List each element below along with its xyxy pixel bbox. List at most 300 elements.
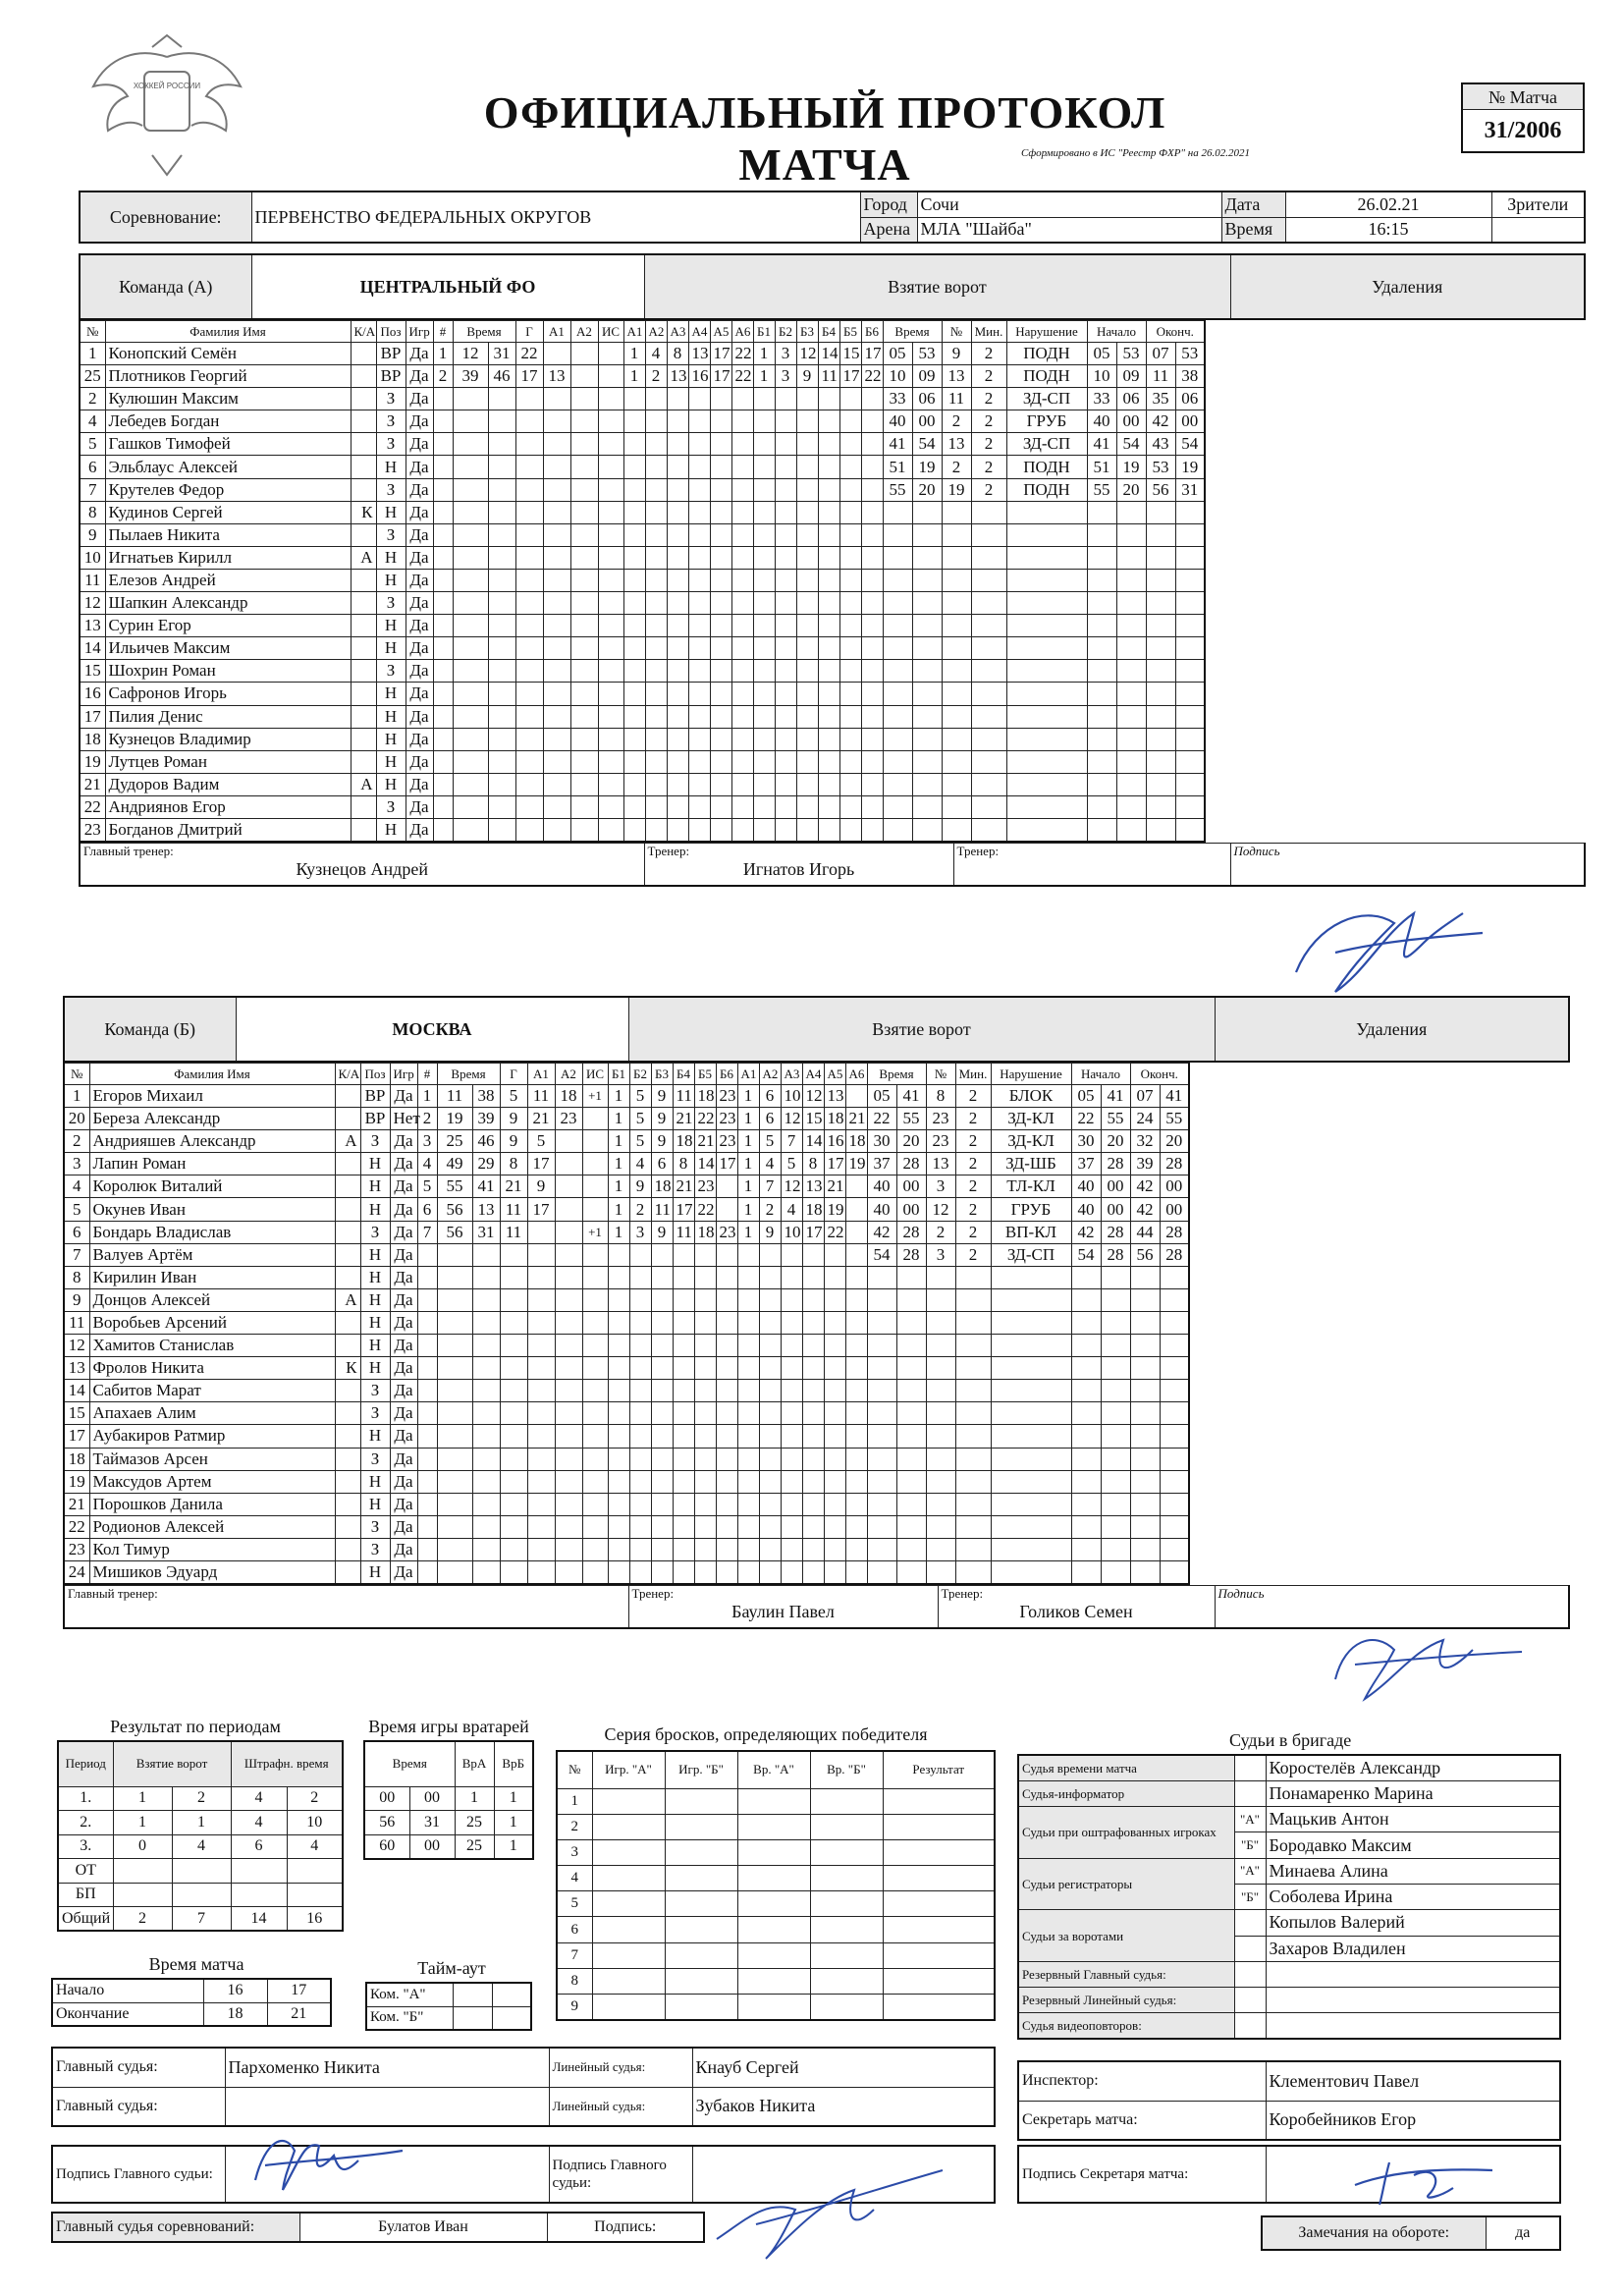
team-b-goal-cell-11: 14 bbox=[694, 1153, 716, 1175]
team-b-goal-cell-6 bbox=[582, 1288, 608, 1311]
team-b-goal-cell-10: 21 bbox=[673, 1108, 694, 1130]
team-a-goal-cell-18 bbox=[861, 478, 883, 501]
team-a-pen-cell-0 bbox=[883, 773, 912, 795]
team-a-player-role bbox=[351, 569, 376, 591]
team-a-goal-cell-15 bbox=[796, 705, 818, 728]
team-a-player-played: Да bbox=[406, 795, 433, 818]
team-a-goal-cell-8 bbox=[645, 615, 667, 637]
team-b-goal-cell-0 bbox=[417, 1493, 437, 1515]
goalies-hdr-a: ВрА bbox=[455, 1741, 494, 1786]
team-a-goal-cell-13: 1 bbox=[753, 343, 775, 365]
team-a-pen-cell-6 bbox=[1116, 773, 1146, 795]
team-a-goal-cell-5 bbox=[570, 637, 598, 660]
team-b-goal-cell-9 bbox=[651, 1380, 673, 1402]
team-b-pen-cell-3 bbox=[955, 1448, 991, 1470]
periods-row bbox=[58, 1811, 343, 1835]
shootout-cell bbox=[665, 1968, 737, 1994]
team-a-player-number: 7 bbox=[80, 478, 105, 501]
team-a-goal-cell-15 bbox=[796, 569, 818, 591]
team-a-goal-cell-6 bbox=[598, 546, 623, 569]
team-a-goal-cell-6 bbox=[598, 795, 623, 818]
team-b-goal-cell-1 bbox=[437, 1311, 472, 1334]
team-b-pen-cell-7 bbox=[1130, 1470, 1160, 1493]
team-b-goal-cell-17: 19 bbox=[824, 1198, 845, 1221]
team-a-pen-cell-8 bbox=[1175, 750, 1205, 773]
team-a-goal-cell-5 bbox=[570, 750, 598, 773]
match-time-table bbox=[51, 1978, 332, 2027]
team-a-goal-cell-15 bbox=[796, 818, 818, 841]
shootout-cell bbox=[737, 1891, 810, 1917]
team-b-goal-cell-17 bbox=[824, 1425, 845, 1448]
shootout-row bbox=[557, 1839, 995, 1865]
main-referee-1: Пархоменко Никита bbox=[225, 2048, 549, 2087]
team-a-goal-cell-17: 15 bbox=[839, 343, 861, 365]
team-b-goal-cell-14 bbox=[759, 1266, 781, 1288]
team-a-player-name: Кудинов Сергей bbox=[105, 501, 351, 523]
team-b-goal-cell-1: 55 bbox=[437, 1175, 472, 1198]
team-a-goal-cell-17 bbox=[839, 478, 861, 501]
remarks-value: да bbox=[1486, 2216, 1560, 2250]
team-b-pen-cell-6: 00 bbox=[1101, 1198, 1130, 1221]
shootout-no: 7 bbox=[557, 1942, 592, 1968]
team-b-goal-cell-15 bbox=[781, 1266, 802, 1288]
team-b-goal-cell-14 bbox=[759, 1493, 781, 1515]
team-a-pen-cell-0: 10 bbox=[883, 365, 912, 388]
team-b-goal-cell-10 bbox=[673, 1515, 694, 1538]
team-b-pen-cell-5 bbox=[1071, 1335, 1101, 1357]
team-a-goal-cell-16 bbox=[818, 705, 839, 728]
team-a-goal-cell-4 bbox=[543, 683, 570, 705]
team-b-goal-cell-7 bbox=[608, 1335, 629, 1357]
team-b-pen-cell-2 bbox=[926, 1448, 955, 1470]
team-b-goal-cell-6 bbox=[582, 1470, 608, 1493]
team-b-goal-cell-17 bbox=[824, 1538, 845, 1560]
shootout-cell bbox=[665, 1942, 737, 1968]
team-a-goal-cell-9 bbox=[667, 795, 688, 818]
team-a-player-role bbox=[351, 818, 376, 841]
team-b-goal-cell-7 bbox=[608, 1266, 629, 1288]
team-b-goal-cell-2 bbox=[472, 1425, 500, 1448]
team-b-goal-cell-16 bbox=[802, 1266, 824, 1288]
team-b-goal-cell-2 bbox=[472, 1538, 500, 1560]
team-b-pen-cell-3: 2 bbox=[955, 1153, 991, 1175]
team-b-goal-cell-3 bbox=[500, 1425, 527, 1448]
team-b-goal-cell-7 bbox=[608, 1448, 629, 1470]
shootout-cell bbox=[810, 1968, 883, 1994]
team-a-player-played: Да bbox=[406, 456, 433, 478]
team-a-player-role bbox=[351, 523, 376, 546]
team-b-goal-cell-17 bbox=[824, 1470, 845, 1493]
team-a-goal-cell-17 bbox=[839, 705, 861, 728]
team-b-pen-cell-5: 40 bbox=[1071, 1198, 1101, 1221]
team-a-pen-cell-1 bbox=[912, 750, 942, 773]
team-a-player-name: Гашков Тимофей bbox=[105, 433, 351, 456]
team-a-player-row bbox=[80, 523, 1205, 546]
team-b-goal-cell-16 bbox=[802, 1243, 824, 1266]
periods-cell-2: 4 bbox=[172, 1834, 231, 1859]
team-b-pen-cell-3 bbox=[955, 1493, 991, 1515]
team-b-goal-cell-9 bbox=[651, 1402, 673, 1425]
team-a-player-name: Плотников Георгий bbox=[105, 365, 351, 388]
team-a-player-row bbox=[80, 637, 1205, 660]
match-start-min: 17 bbox=[267, 1979, 331, 2002]
team-a-goal-cell-16 bbox=[818, 388, 839, 410]
team-b-player-name: Порошков Данила bbox=[89, 1493, 335, 1515]
team-a-player-row bbox=[80, 750, 1205, 773]
team-a-goal-cell-3 bbox=[515, 433, 543, 456]
team-b-goal-cell-15 bbox=[781, 1335, 802, 1357]
team-b-pen-cell-1 bbox=[896, 1266, 926, 1288]
periods-row bbox=[58, 1883, 343, 1907]
team-a-goal-cell-9 bbox=[667, 433, 688, 456]
comp-chief-name: Булатов Иван bbox=[299, 2213, 547, 2242]
team-a-goal-cell-8 bbox=[645, 818, 667, 841]
team-b-goal-cell-2 bbox=[472, 1448, 500, 1470]
team-a-goal-cell-11 bbox=[710, 456, 731, 478]
periods-cell-4: 16 bbox=[287, 1907, 343, 1932]
main-ref-sign-field-2 bbox=[692, 2146, 995, 2203]
team-a-goal-cell-0 bbox=[433, 637, 453, 660]
team-a-pen-cell-4 bbox=[1006, 546, 1087, 569]
shootout-no: 4 bbox=[557, 1866, 592, 1891]
team-a-goal-cell-5 bbox=[570, 478, 598, 501]
team-b-goal-cell-12 bbox=[716, 1560, 737, 1583]
team-a-goal-cell-12 bbox=[731, 592, 753, 615]
team-a-goal-cell-11 bbox=[710, 660, 731, 683]
team-a-player-number: 23 bbox=[80, 818, 105, 841]
team-a-pen-cell-1 bbox=[912, 546, 942, 569]
team-b-pen-cell-5: 54 bbox=[1071, 1243, 1101, 1266]
team-b-goal-cell-18 bbox=[845, 1288, 867, 1311]
team-a-goal-cell-5 bbox=[570, 433, 598, 456]
team-a-goal-cell-9 bbox=[667, 683, 688, 705]
team-a-pen-cell-6 bbox=[1116, 546, 1146, 569]
team-a-player-name: Сафронов Игорь bbox=[105, 683, 351, 705]
team-b-goal-cell-9: 9 bbox=[651, 1221, 673, 1243]
team-a-name: ЦЕНТРАЛЬНЫЙ ФО bbox=[251, 254, 644, 319]
team-b-goal-cell-2 bbox=[472, 1470, 500, 1493]
team-a-pen-cell-0 bbox=[883, 501, 912, 523]
team-b-pen-cell-8 bbox=[1160, 1560, 1189, 1583]
team-b-pen-cell-1 bbox=[896, 1288, 926, 1311]
team-a-goal-cell-13 bbox=[753, 478, 775, 501]
team-a-goal-cell-14 bbox=[775, 501, 796, 523]
team-b-goal-cell-16 bbox=[802, 1470, 824, 1493]
team-b-goal-cell-12 bbox=[716, 1493, 737, 1515]
team-a-goal-cell-2 bbox=[488, 388, 515, 410]
team-b-player-row bbox=[64, 1130, 1189, 1153]
team-a-pen-cell-1 bbox=[912, 818, 942, 841]
shootout-cell bbox=[883, 1866, 995, 1891]
team-a-goal-cell-17 bbox=[839, 546, 861, 569]
team-a-player-name: Ильичев Максим bbox=[105, 637, 351, 660]
team-b-player-role bbox=[335, 1266, 360, 1288]
shootout-cell bbox=[737, 1942, 810, 1968]
team-b-goal-cell-10 bbox=[673, 1448, 694, 1470]
team-a-goal-cell-1 bbox=[453, 456, 488, 478]
team-a-goal-cell-12 bbox=[731, 750, 753, 773]
team-b-goal-cell-4: 17 bbox=[527, 1153, 555, 1175]
team-b-goal-cell-17: 13 bbox=[824, 1085, 845, 1108]
team-b-goal-cell-15: 12 bbox=[781, 1175, 802, 1198]
team-b-player-role bbox=[335, 1108, 360, 1130]
competition-chief-table bbox=[51, 2212, 705, 2243]
team-b-pen-cell-4: БЛОК bbox=[991, 1085, 1071, 1108]
shootout-row bbox=[557, 1891, 995, 1917]
team-a-pen-cell-3: 2 bbox=[971, 478, 1006, 501]
goalies-row bbox=[364, 1834, 533, 1859]
team-b-goal-cell-10 bbox=[673, 1425, 694, 1448]
team-b-goal-cell-14 bbox=[759, 1357, 781, 1380]
team-b-goal-cell-18: 21 bbox=[845, 1108, 867, 1130]
team-b-goal-cell-12 bbox=[716, 1425, 737, 1448]
line-referee-2: Зубаков Никита bbox=[692, 2087, 995, 2126]
team-b-player-row bbox=[64, 1470, 1189, 1493]
team-b-goal-cell-8 bbox=[629, 1402, 651, 1425]
team-a-goal-cell-15 bbox=[796, 433, 818, 456]
team-a-player-row bbox=[80, 546, 1205, 569]
team-b-goal-cell-14 bbox=[759, 1538, 781, 1560]
team-a-player-role bbox=[351, 615, 376, 637]
team-b-pen-cell-2: 2 bbox=[926, 1221, 955, 1243]
shootout-hdr-3: Вр. "А" bbox=[737, 1751, 810, 1788]
team-a-pen-cell-2: 11 bbox=[942, 388, 971, 410]
official-name: Коростелёв Александр bbox=[1266, 1755, 1560, 1780]
team-a-goal-cell-6 bbox=[598, 478, 623, 501]
team-b-pen-cell-0 bbox=[867, 1311, 896, 1334]
team-a-pen-cell-3: 2 bbox=[971, 410, 1006, 433]
team-b-pen-cell-6: 55 bbox=[1101, 1108, 1130, 1130]
team-b-goal-cell-17 bbox=[824, 1311, 845, 1334]
team-b-sign-label: Подпись bbox=[1217, 1585, 1265, 1601]
team-a-goal-cell-11 bbox=[710, 773, 731, 795]
team-b-goal-cell-1 bbox=[437, 1288, 472, 1311]
team-b-pen-cell-6 bbox=[1101, 1357, 1130, 1380]
team-b-player-name: Максудов Артем bbox=[89, 1470, 335, 1493]
team-b-goal-cell-3: 9 bbox=[500, 1130, 527, 1153]
team-b-goal-cell-9: 6 bbox=[651, 1153, 673, 1175]
team-b-goal-cell-11: 18 bbox=[694, 1221, 716, 1243]
team-a-trainer2-label: Тренер: bbox=[956, 843, 1000, 858]
team-a-goal-cell-2 bbox=[488, 546, 515, 569]
team-a-trainer-label: Тренер: bbox=[647, 843, 690, 858]
team-b-goal-cell-0 bbox=[417, 1448, 437, 1470]
team-a-pen-cell-8 bbox=[1175, 773, 1205, 795]
team-b-hdr-pen-no: № bbox=[926, 1064, 955, 1085]
team-b-goal-cell-11: 21 bbox=[694, 1130, 716, 1153]
team-b-goal-cell-0: 2 bbox=[417, 1108, 437, 1130]
team-a-goal-cell-14 bbox=[775, 795, 796, 818]
team-a-goal-cell-13 bbox=[753, 546, 775, 569]
team-a-goal-cell-11 bbox=[710, 523, 731, 546]
team-b-pen-cell-6: 41 bbox=[1101, 1085, 1130, 1108]
main-referee-label: Главный судья: bbox=[52, 2048, 225, 2087]
team-b-pen-cell-8 bbox=[1160, 1311, 1189, 1334]
team-b-goal-cell-4 bbox=[527, 1335, 555, 1357]
team-a-pen-cell-4 bbox=[1006, 592, 1087, 615]
team-b-goal-cell-6 bbox=[582, 1493, 608, 1515]
team-b-goal-cell-14: 4 bbox=[759, 1153, 781, 1175]
team-a-goal-cell-17 bbox=[839, 615, 861, 637]
team-b-goal-cell-1 bbox=[437, 1448, 472, 1470]
shootout-cell bbox=[737, 1995, 810, 2020]
team-a-pen-cell-7 bbox=[1146, 637, 1175, 660]
shootout-cell bbox=[810, 1995, 883, 2020]
team-b-goal-cell-13 bbox=[737, 1335, 759, 1357]
team-b-goal-cell-2: 39 bbox=[472, 1108, 500, 1130]
shootout-hdr-4: Вр. "Б" bbox=[810, 1751, 883, 1788]
team-b-pen-cell-1 bbox=[896, 1335, 926, 1357]
periods-cell-3: 14 bbox=[231, 1907, 287, 1932]
team-b-goal-cell-5 bbox=[555, 1243, 582, 1266]
team-a-player-position: Н bbox=[376, 683, 406, 705]
team-a-goal-cell-14: 3 bbox=[775, 343, 796, 365]
team-a-goal-cell-14 bbox=[775, 773, 796, 795]
team-a-pen-cell-4 bbox=[1006, 523, 1087, 546]
team-b-player-name: Береза Александр bbox=[89, 1108, 335, 1130]
team-b-player-name: Таймазов Арсен bbox=[89, 1448, 335, 1470]
team-b-goal-cell-13 bbox=[737, 1493, 759, 1515]
shootout-cell bbox=[592, 1788, 665, 1814]
team-b-player-position: Н bbox=[360, 1175, 390, 1198]
team-a-pen-cell-4 bbox=[1006, 705, 1087, 728]
team-b-hdr-play: Игр bbox=[390, 1064, 417, 1085]
periods-cell-2: 1 bbox=[172, 1811, 231, 1835]
team-a-pen-cell-5 bbox=[1087, 773, 1116, 795]
team-a-player-name: Сурин Егор bbox=[105, 615, 351, 637]
info-table bbox=[79, 191, 1586, 244]
team-b-trainer-label: Тренер: bbox=[631, 1585, 675, 1601]
team-a-pen-cell-3: 2 bbox=[971, 433, 1006, 456]
team-a-player-played: Да bbox=[406, 592, 433, 615]
team-b-player-row bbox=[64, 1402, 1189, 1425]
team-b-goal-cell-1 bbox=[437, 1515, 472, 1538]
team-a-pen-cell-3 bbox=[971, 501, 1006, 523]
team-a-goal-cell-2 bbox=[488, 773, 515, 795]
team-b-player-played: Да bbox=[390, 1085, 417, 1108]
team-b-player-position: З bbox=[360, 1130, 390, 1153]
team-b-goal-cell-4 bbox=[527, 1402, 555, 1425]
team-b-goal-cell-12: 23 bbox=[716, 1085, 737, 1108]
shootout-no: 2 bbox=[557, 1814, 592, 1839]
team-b-goal-cell-5 bbox=[555, 1448, 582, 1470]
team-a-coach-label: Главный тренер: bbox=[83, 843, 174, 858]
team-b-goal-cell-10: 21 bbox=[673, 1175, 694, 1198]
team-a-player-row bbox=[80, 569, 1205, 591]
team-b-goal-cell-11 bbox=[694, 1335, 716, 1357]
team-a-goal-cell-3 bbox=[515, 592, 543, 615]
team-b-goal-cell-4 bbox=[527, 1560, 555, 1583]
official-row bbox=[1018, 1755, 1560, 1780]
team-a-pen-cell-1 bbox=[912, 592, 942, 615]
team-b-pen-cell-7 bbox=[1130, 1560, 1160, 1583]
official-label: Судья времени матча bbox=[1018, 1755, 1234, 1780]
team-a-goal-cell-13 bbox=[753, 683, 775, 705]
team-a-goal-cell-12 bbox=[731, 795, 753, 818]
team-a-goal-cell-2 bbox=[488, 750, 515, 773]
team-a-goal-cell-9 bbox=[667, 750, 688, 773]
team-a-pen-cell-4 bbox=[1006, 615, 1087, 637]
team-b-player-row bbox=[64, 1108, 1189, 1130]
team-b-pen-cell-1 bbox=[896, 1493, 926, 1515]
team-b-player-row bbox=[64, 1221, 1189, 1243]
team-b-hdr-pos: Поз bbox=[360, 1064, 390, 1085]
team-b-goal-cell-16 bbox=[802, 1288, 824, 1311]
team-b-goal-cell-11 bbox=[694, 1402, 716, 1425]
goalies-cell-0: 60 bbox=[364, 1834, 409, 1859]
team-b-goal-cell-1: 11 bbox=[437, 1085, 472, 1108]
main-referee-label-2: Главный судья: bbox=[52, 2087, 225, 2126]
team-b-goal-cell-11: 22 bbox=[694, 1108, 716, 1130]
team-a-goal-cell-2 bbox=[488, 818, 515, 841]
team-a-goal-cell-18 bbox=[861, 456, 883, 478]
team-a-pen-cell-8 bbox=[1175, 615, 1205, 637]
team-b-goal-cell-0 bbox=[417, 1402, 437, 1425]
team-a-pen-cell-4 bbox=[1006, 795, 1087, 818]
shootout-no: 3 bbox=[557, 1839, 592, 1865]
shootout-no: 9 bbox=[557, 1995, 592, 2020]
team-a-player-name: Эльблаус Алексей bbox=[105, 456, 351, 478]
team-b-goal-cell-7 bbox=[608, 1493, 629, 1515]
team-a-goal-cell-0 bbox=[433, 773, 453, 795]
team-b-goal-cell-3: 21 bbox=[500, 1175, 527, 1198]
team-b-hdr-onice2-3: А4 bbox=[802, 1064, 824, 1085]
team-b-goal-cell-5 bbox=[555, 1402, 582, 1425]
team-b-pen-cell-3 bbox=[955, 1380, 991, 1402]
team-a-player-played: Да bbox=[406, 660, 433, 683]
team-b-goal-cell-4 bbox=[527, 1221, 555, 1243]
team-b-pen-cell-4: ЗД-КЛ bbox=[991, 1108, 1071, 1130]
team-a-goal-cell-3 bbox=[515, 795, 543, 818]
team-b-goal-cell-1: 56 bbox=[437, 1198, 472, 1221]
team-a-goal-cell-4 bbox=[543, 773, 570, 795]
team-a-pen-cell-5 bbox=[1087, 660, 1116, 683]
team-a-goal-cell-7 bbox=[623, 615, 645, 637]
team-b-pen-cell-1 bbox=[896, 1538, 926, 1560]
team-a-pen-cell-6 bbox=[1116, 501, 1146, 523]
team-b-goal-cell-4 bbox=[527, 1493, 555, 1515]
team-a-player-number: 2 bbox=[80, 388, 105, 410]
team-a-goal-cell-5 bbox=[570, 388, 598, 410]
team-b-goal-cell-16: 13 bbox=[802, 1175, 824, 1198]
team-b-pen-cell-6 bbox=[1101, 1470, 1130, 1493]
team-b-pen-cell-7: 39 bbox=[1130, 1153, 1160, 1175]
team-a-goal-cell-10 bbox=[688, 728, 710, 750]
team-a-goal-cell-16 bbox=[818, 433, 839, 456]
team-a-goal-cell-2 bbox=[488, 705, 515, 728]
team-a-pen-cell-5 bbox=[1087, 637, 1116, 660]
team-a-goal-cell-12 bbox=[731, 478, 753, 501]
team-a-pen-cell-8: 38 bbox=[1175, 365, 1205, 388]
shootout-cell bbox=[592, 1942, 665, 1968]
team-b-player-role bbox=[335, 1085, 360, 1108]
team-b-player-row bbox=[64, 1425, 1189, 1448]
emblem-text: ХОККЕЙ РОССИИ bbox=[133, 82, 201, 90]
team-b-player-role bbox=[335, 1335, 360, 1357]
team-a-coach: Кузнецов Андрей bbox=[296, 858, 428, 879]
team-b-goal-cell-15 bbox=[781, 1470, 802, 1493]
team-b-pen-cell-0 bbox=[867, 1448, 896, 1470]
team-b-goal-cell-11 bbox=[694, 1470, 716, 1493]
team-b-goal-cell-0 bbox=[417, 1335, 437, 1357]
team-b-player-position: З bbox=[360, 1538, 390, 1560]
team-a-goal-cell-17 bbox=[839, 410, 861, 433]
shootout-hdr-1: Игр. "А" bbox=[592, 1751, 665, 1788]
team-b-pen-cell-0: 54 bbox=[867, 1243, 896, 1266]
team-a-goal-cell-2 bbox=[488, 569, 515, 591]
team-a-goal-cell-12 bbox=[731, 501, 753, 523]
team-b-goal-cell-2 bbox=[472, 1266, 500, 1288]
